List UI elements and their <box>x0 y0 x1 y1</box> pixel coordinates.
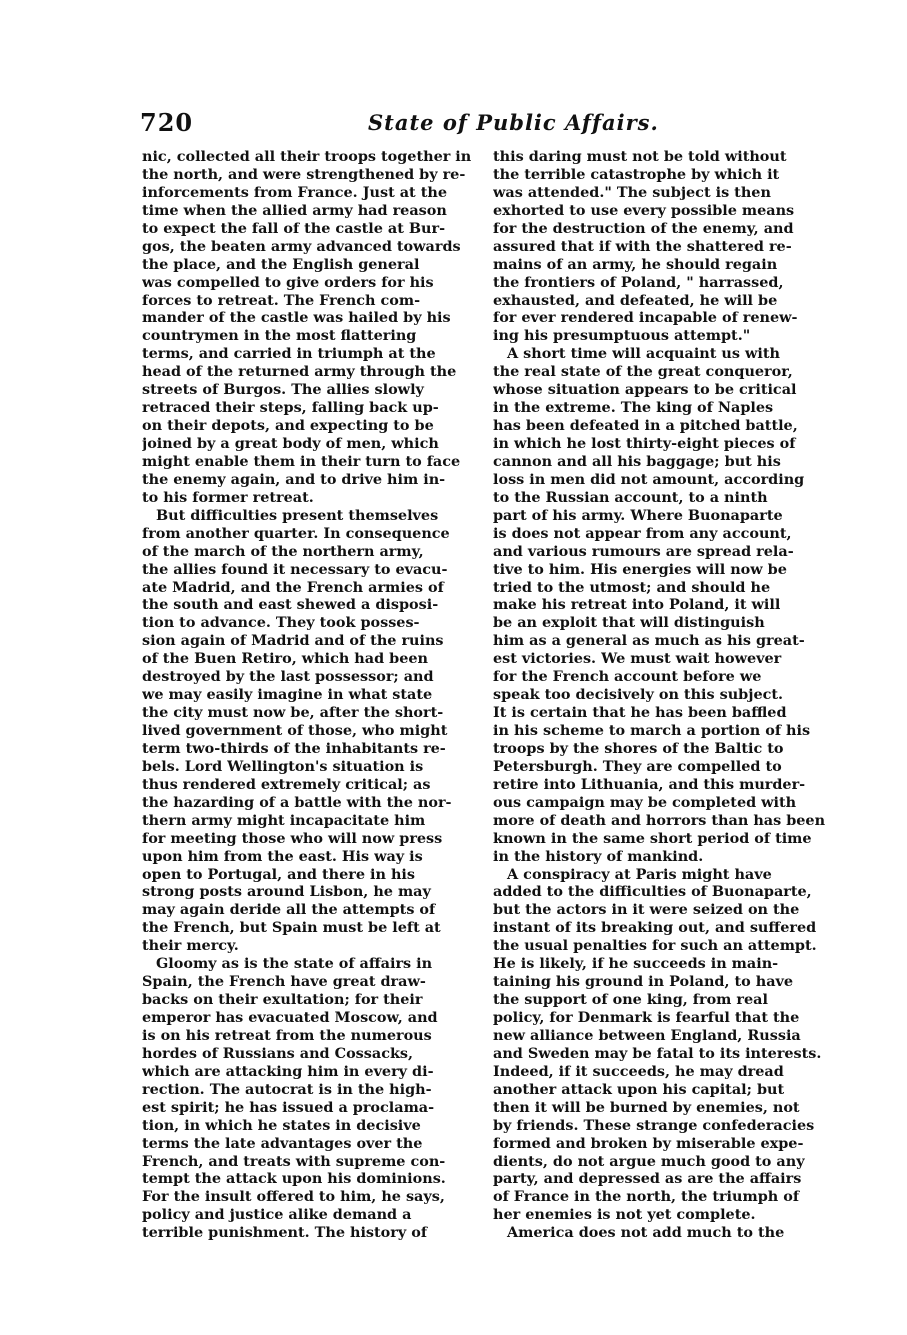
right-text-column <box>493 148 838 1242</box>
text-line: mains of an army, he should regain <box>493 255 778 273</box>
text-line: for ever rendered incapable of renew- <box>493 309 798 327</box>
text-line: Indeed, if it succeeds, he may dread <box>493 1062 784 1080</box>
text-line: party, and depressed as are the affairs <box>493 1170 802 1188</box>
text-line: strong posts around Lisbon, he may <box>142 883 431 901</box>
text-line: ate Madrid, and the French armies of <box>142 578 444 596</box>
text-line: the French, but Spain must be left at <box>142 919 441 937</box>
text-line: terrible punishment. The history of <box>142 1224 428 1242</box>
text-line: tempt the attack upon his dominions. <box>142 1170 446 1188</box>
text-line: policy and justice alike demand a <box>142 1206 412 1224</box>
page-number: 720 <box>140 108 194 137</box>
text-line: gos, the beaten army advanced towards <box>142 237 461 255</box>
text-line: Petersburgh. They are compelled to <box>493 757 782 775</box>
text-line: policy, for Denmark is fearful that the <box>493 1009 800 1026</box>
text-line: was compelled to give orders for his <box>142 273 434 291</box>
text-line: sion again of Madrid and of the ruins <box>142 632 444 650</box>
text-line: retraced their steps, falling back up- <box>142 399 439 417</box>
text-line: countrymen in the most flattering <box>142 327 417 345</box>
text-line: retire into Lithuania, and this murder- <box>493 775 806 793</box>
text-line: the hazarding of a battle with the nor- <box>142 793 452 811</box>
text-line: in the history of mankind. <box>493 847 704 865</box>
text-line: the usual penalties for such an attempt. <box>493 937 817 955</box>
text-line: in the extreme. The king of Naples <box>493 399 774 417</box>
text-line: est victories. We must wait however <box>493 650 782 668</box>
text-line: the real state of the great conqueror, <box>493 363 793 381</box>
text-line: He is likely, if he succeeds in main- <box>493 955 779 973</box>
text-line: exhorted to use every possible means <box>493 201 795 219</box>
text-line: tion to advance. They took posses- <box>142 614 420 632</box>
text-line: their mercy. <box>142 937 239 955</box>
text-line: assured that if with the shattered re- <box>493 237 792 255</box>
text-line: tried to the utmost; and should he <box>493 578 771 596</box>
text-line: America does not add much to the <box>507 1224 785 1242</box>
text-line: A conspiracy at Paris might have <box>507 865 772 883</box>
text-line: speak too decisively on this subject. <box>493 686 784 704</box>
text-line: joined by a great body of men, which <box>142 435 439 452</box>
text-line: might enable them in their turn to face <box>142 452 461 470</box>
text-line: of France in the north, the triumph of <box>493 1188 800 1206</box>
text-line: whose situation appears to be critical <box>493 381 797 399</box>
text-line: loss in men did not amount, according <box>493 470 805 488</box>
text-line: French, and treats with supreme con- <box>142 1152 446 1170</box>
text-line: the enemy again, and to drive him in- <box>142 470 446 488</box>
text-line: we may easily imagine in what state <box>142 686 433 704</box>
text-line: but the actors in it were seized on the <box>493 901 800 919</box>
text-line: terms, and carried in triumph at the <box>142 345 436 363</box>
page-header <box>140 108 830 142</box>
text-line: hordes of Russians and Cossacks, <box>142 1044 414 1062</box>
text-line: rection. The autocrat is in the high- <box>142 1080 432 1098</box>
text-line: lived government of those, who might <box>142 722 448 739</box>
text-line: the terrible catastrophe by which it <box>493 165 780 183</box>
text-line: troops by the shores of the Baltic to <box>493 739 784 757</box>
text-line: the city must now be, after the short- <box>142 704 444 722</box>
text-line: make his retreat into Poland, it will <box>493 596 781 614</box>
text-line: in which he lost thirty-eight pieces of <box>493 435 796 452</box>
text-line: streets of Burgos. The allies slowly <box>142 381 424 399</box>
text-line: mander of the castle was hailed by his <box>142 309 451 327</box>
left-text-column <box>142 148 487 1242</box>
text-line: by friends. These strange confederacies <box>493 1116 815 1134</box>
text-line: for the destruction of the enemy, and <box>493 219 794 237</box>
text-line: of the Buen Retiro, which had been <box>142 650 429 668</box>
text-line: which are attacking him in every di- <box>142 1062 434 1080</box>
text-line: is on his retreat from the numerous <box>142 1026 432 1044</box>
text-line: the frontiers of Poland, " harrassed, <box>493 273 784 291</box>
text-line: for the French account before we <box>493 668 762 686</box>
text-line: from another quarter. In consequence <box>142 524 450 542</box>
text-line: taining his ground in Poland, to have <box>493 973 794 991</box>
text-line: was attended." The subject is then <box>493 183 771 201</box>
text-line: Gloomy as is the state of affairs in <box>156 955 433 973</box>
text-line: to his former retreat. <box>142 488 314 506</box>
text-line: to expect the fall of the castle at Bur- <box>142 219 446 237</box>
text-line: for meeting those who will now press <box>142 829 443 847</box>
text-line: has been defeated in a pitched battle, <box>493 417 798 435</box>
text-line: thus rendered extremely critical; as <box>142 775 431 793</box>
text-line: time when the allied army had reason <box>142 201 447 219</box>
text-line: But difficulties present themselves <box>156 506 439 524</box>
text-line: It is certain that he has been baffled <box>493 704 787 722</box>
text-line: and various rumours are spread rela- <box>493 542 794 560</box>
text-line: open to Portugal, and there in his <box>142 865 415 883</box>
text-line: ing his presumptuous attempt." <box>493 327 751 345</box>
text-line: the south and east shewed a disposi- <box>142 596 439 614</box>
text-line: another attack upon his capital; but <box>493 1080 785 1098</box>
text-line: emperor has evacuated Moscow, and <box>142 1009 438 1026</box>
text-line: A short time will acquaint us with <box>507 345 780 363</box>
text-line: the north, and were strengthened by re- <box>142 165 466 183</box>
text-line: on their depots, and expecting to be <box>142 417 434 435</box>
text-line: upon him from the east. His way is <box>142 847 423 865</box>
text-line: be an exploit that will distinguish <box>493 614 765 632</box>
text-line: this daring must not be told without <box>493 148 787 165</box>
text-line: bels. Lord Wellington's situation is <box>142 757 424 775</box>
text-line: thern army might incapacitate him <box>142 811 426 829</box>
text-line: him as a general as much as his great- <box>493 632 805 650</box>
text-line: of the march of the northern army, <box>142 542 424 560</box>
text-line: is does not appear from any account, <box>493 524 792 542</box>
text-line: tion, in which he states in decisive <box>142 1116 421 1134</box>
text-line: formed and broken by miserable expe- <box>493 1134 804 1152</box>
text-line: the allies found it necessary to evacu- <box>142 560 448 578</box>
text-line: and Sweden may be fatal to its interests. <box>493 1044 822 1062</box>
text-line: the place, and the English general <box>142 255 420 273</box>
text-line: exhausted, and defeated, he will be <box>493 291 778 309</box>
text-line: then it will be burned by enemies, not <box>493 1098 800 1116</box>
text-line: forces to retreat. The French com- <box>142 291 421 309</box>
text-line: ous campaign may be completed with <box>493 793 797 811</box>
text-line: dients, do not argue much good to any <box>493 1152 805 1170</box>
text-line: tive to him. His energies will now be <box>493 560 787 578</box>
text-line: est spirit; he has issued a proclama- <box>142 1098 435 1116</box>
text-line: new alliance between England, Russia <box>493 1026 801 1044</box>
text-line: part of his army. Where Buonaparte <box>493 506 783 524</box>
text-line: instant of its breaking out, and suffered <box>493 919 817 937</box>
text-line: the support of one king, from real <box>493 991 768 1009</box>
text-line: more of death and horrors than has been <box>493 811 826 829</box>
text-line: backs on their exultation; for their <box>142 991 423 1009</box>
text-line: term two-thirds of the inhabitants re- <box>142 739 446 757</box>
text-line: to the Russian account, to a ninth <box>493 488 768 506</box>
text-line: added to the difficulties of Buonaparte, <box>493 883 812 901</box>
text-line: terms the late advantages over the <box>142 1134 423 1152</box>
running-title: State of Public Affairs. <box>368 110 659 135</box>
text-line: cannon and all his baggage; but his <box>493 452 781 470</box>
text-line: may again deride all the attempts of <box>142 901 436 919</box>
text-line: head of the returned army through the <box>142 363 457 381</box>
text-line: her enemies is not yet complete. <box>493 1206 756 1224</box>
text-line: Spain, the French have great draw- <box>142 973 426 991</box>
text-line: inforcements from France. Just at the <box>142 183 447 201</box>
text-line: For the insult offered to him, he says, <box>142 1188 445 1206</box>
text-line: destroyed by the last possessor; and <box>142 668 434 686</box>
text-line: in his scheme to march a portion of his <box>493 722 811 739</box>
text-line: known in the same short period of time <box>493 829 812 847</box>
text-line: nic, collected all their troops together in <box>142 148 472 165</box>
